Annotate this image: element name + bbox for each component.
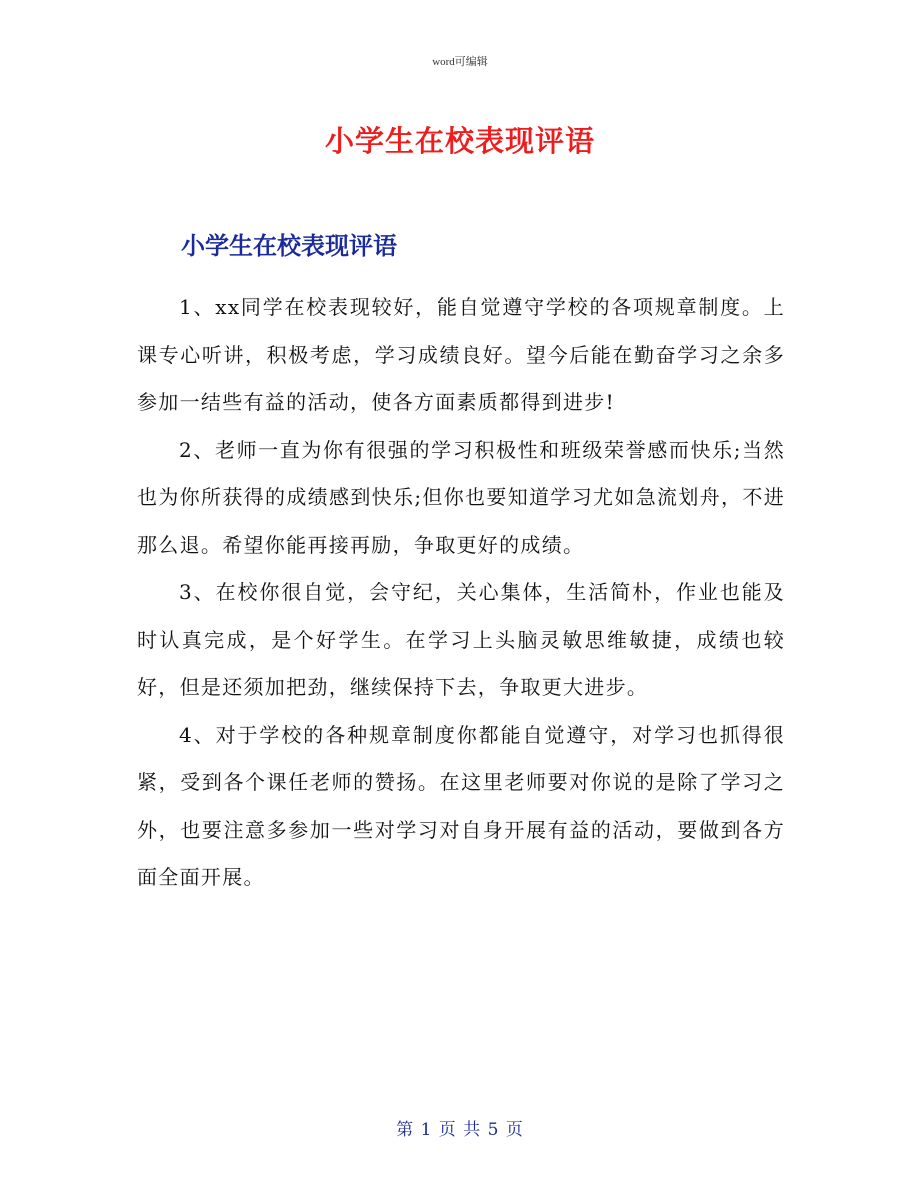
- body-text: [137, 284, 785, 902]
- header-note: word可编辑: [432, 56, 488, 68]
- section-heading: 小学生在校表现评语: [181, 232, 397, 260]
- paragraph-1: 1、xx同学在校表现较好，能自觉遵守学校的各项规章制度。上课专心听讲，积极考虑，学习成绩良好。望今后能在勤奋学习之余多参加一结些有益的活动，使各方面素质都得到进步!: [137, 295, 785, 414]
- document-title: 小学生在校表现评语: [324, 124, 595, 158]
- paragraph-2: 2、老师一直为你有很强的学习积极性和班级荣誉感而快乐;当然也为你所获得的成绩感到快乐;但你也要知道学习尤如急流划舟，不进那么退。希望你能再接再励，争取更好的成绩。: [137, 437, 785, 557]
- paragraph-3: 3、在校你很自觉，会守纪，关心集体，生活简朴，作业也能及时认真完成，是个好学生。在学习上头脑灵敏思维敏捷，成绩也较好，但是还须加把劲，继续保持下去，争取更大进步。: [137, 580, 785, 699]
- paragraph-4: 4、对于学校的各种规章制度你都能自觉遵守，对学习也抓得很紧，受到各个课任老师的赞扬。在这里老师要对你说的是除了学习之外，也要注意多参加一些对学习对自身开展有益的活动，要做到各方面全面开展。: [137, 722, 785, 889]
- page-footer: 第 1 页 共 5 页: [396, 1120, 524, 1140]
